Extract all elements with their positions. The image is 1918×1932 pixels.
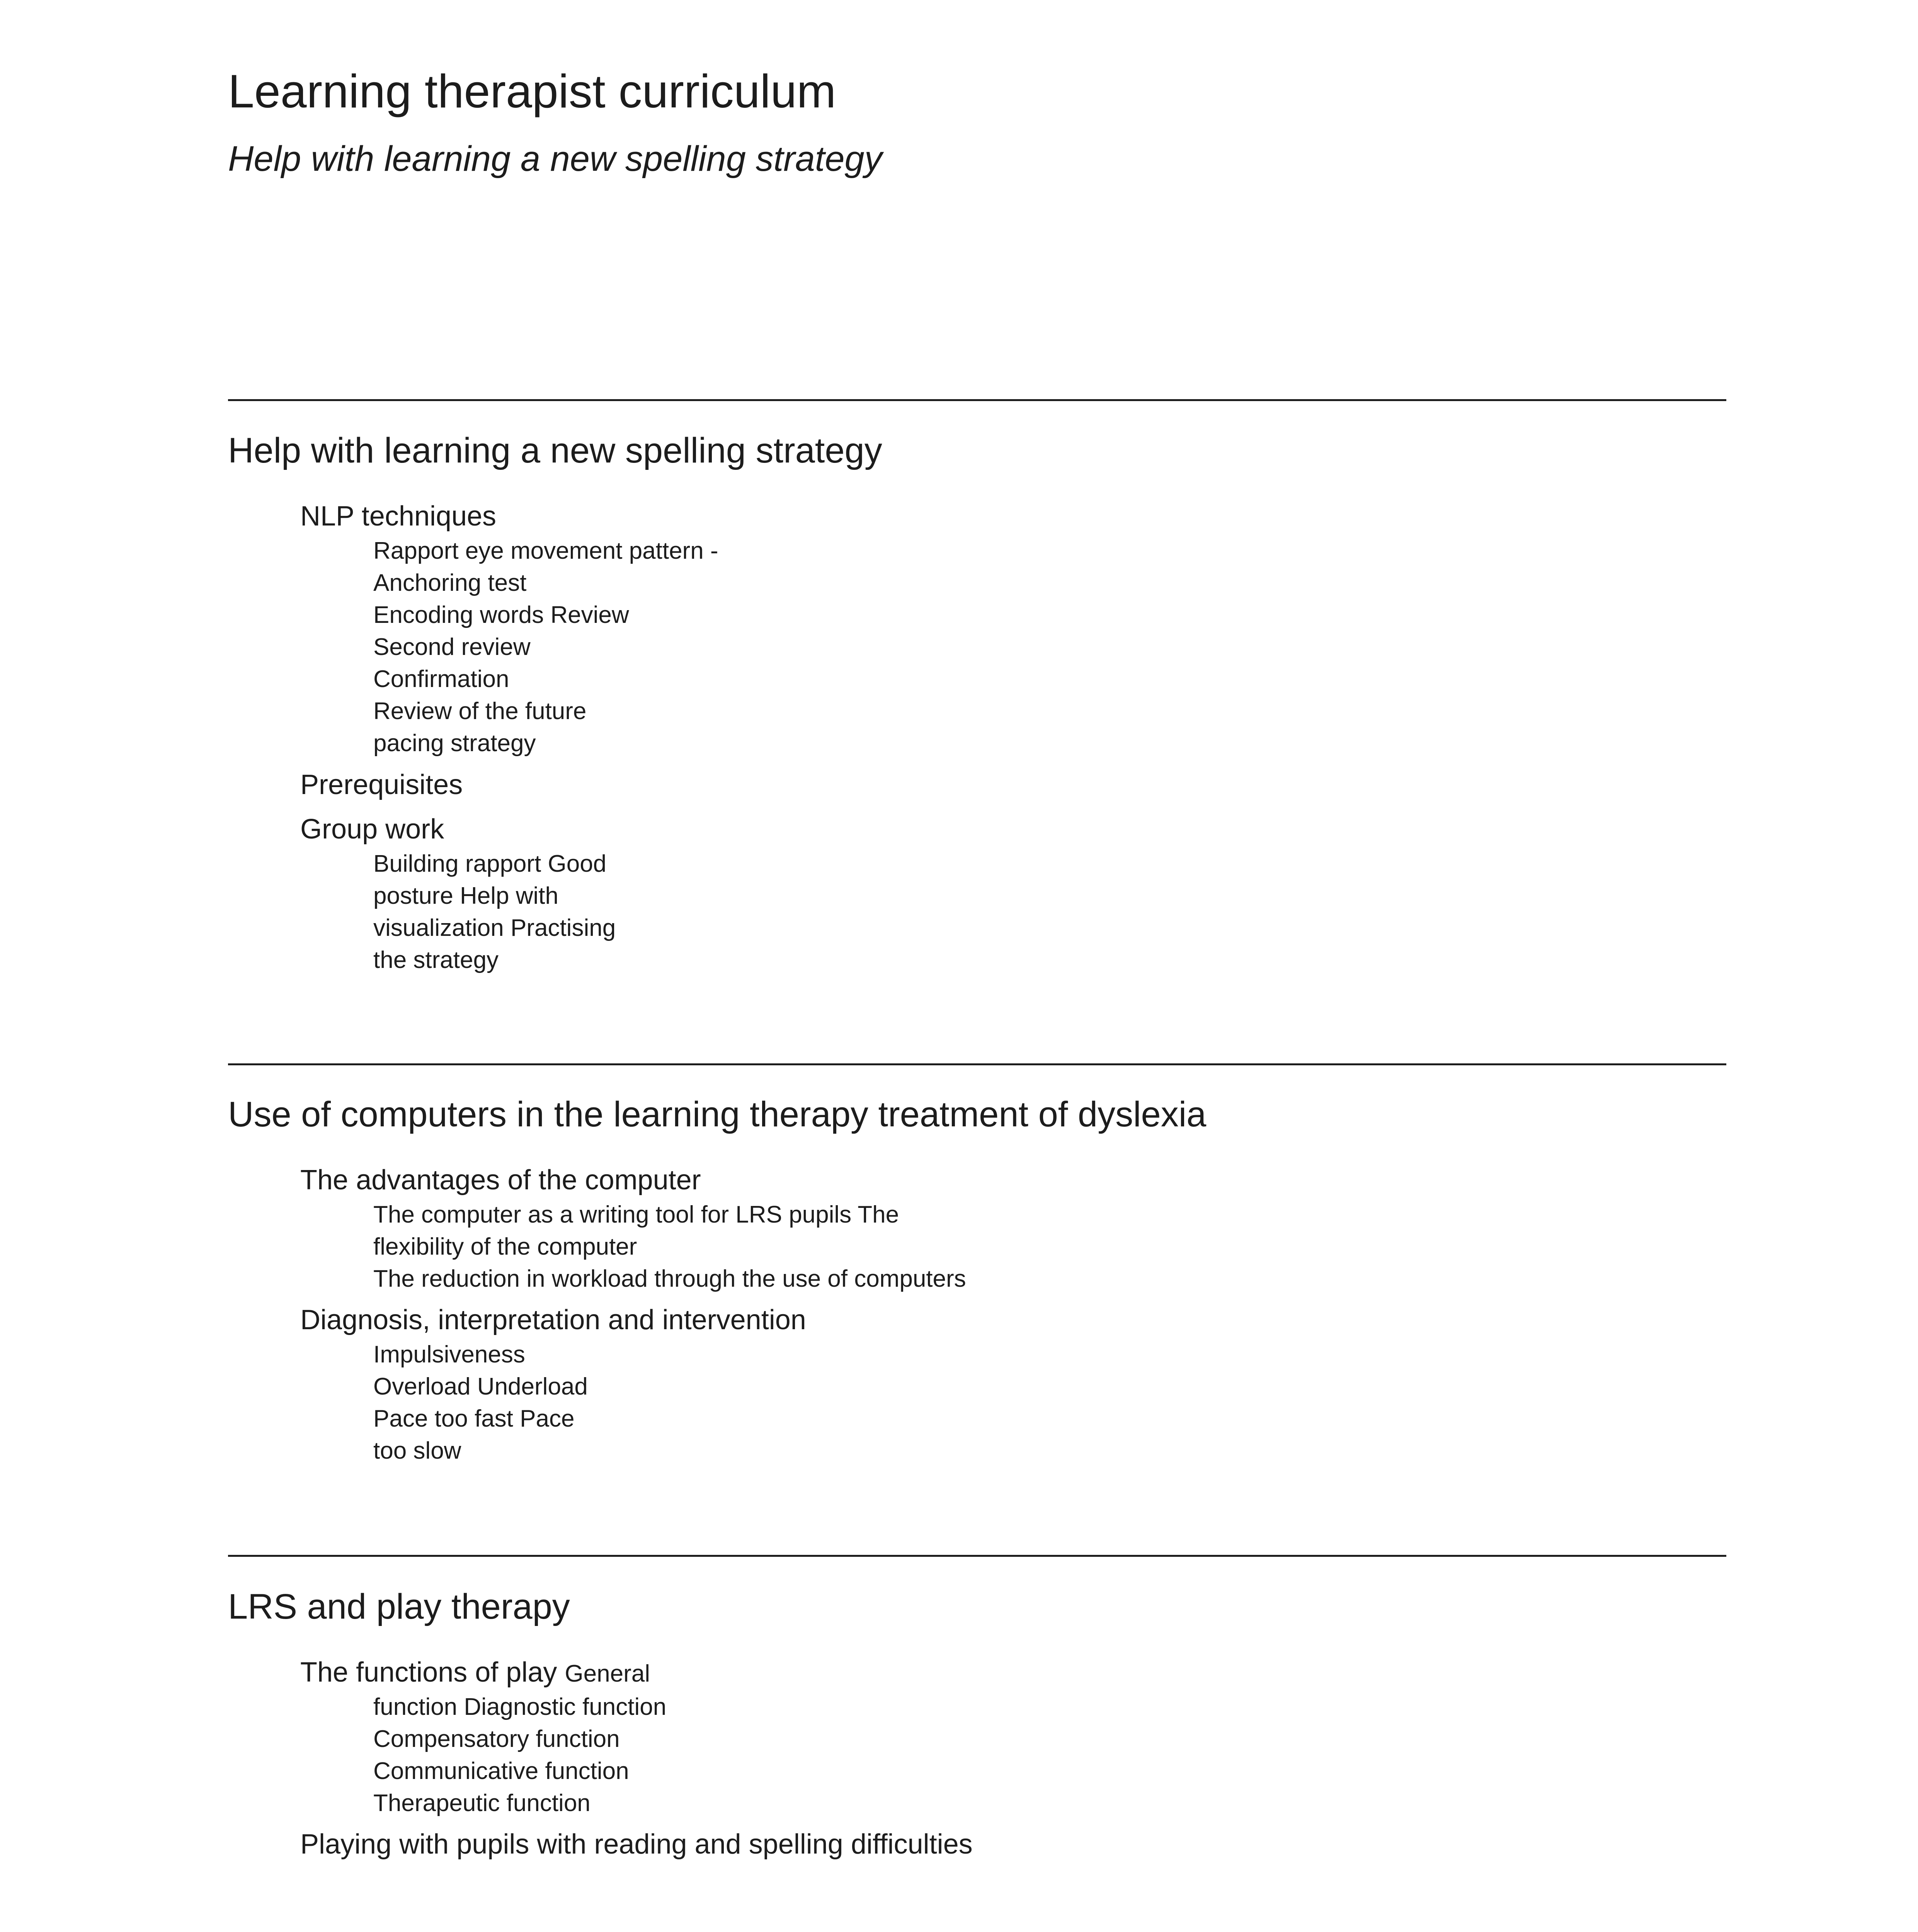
document-title: Learning therapist curriculum	[228, 65, 836, 117]
subtopic-item: flexibility of the computer	[373, 1233, 637, 1260]
subtopic-item: Confirmation	[373, 666, 509, 692]
subtopic-item: Encoding words Review	[373, 602, 629, 628]
subtopic-item: the strategy	[373, 947, 499, 973]
section-divider	[228, 1063, 1726, 1065]
document-subtitle: Help with learning a new spelling strategy	[228, 139, 882, 179]
topic-label: Diagnosis, interpretation and intervention	[300, 1304, 806, 1335]
subtopic-item: The computer as a writing tool for LRS pupils The	[373, 1201, 899, 1228]
subtopic-item: Building rapport Good	[373, 850, 607, 877]
section-heading: LRS and play therapy	[228, 1587, 570, 1626]
subtopic-item: Rapport eye movement pattern -	[373, 537, 718, 564]
topic-label-text: The functions of play	[300, 1657, 557, 1688]
subtopic-item: Communicative function	[373, 1758, 629, 1784]
topic-label: NLP techniques	[300, 501, 497, 532]
section-heading: Help with learning a new spelling strategy	[228, 431, 882, 470]
subtopic-item: function Diagnostic function	[373, 1694, 667, 1720]
section-divider	[228, 399, 1726, 401]
topic-label: Group work	[300, 814, 444, 845]
topic-label: The advantages of the computer	[300, 1165, 701, 1196]
subtopic-item: Compensatory function	[373, 1726, 620, 1752]
subtopic-item: posture Help with	[373, 883, 559, 909]
subtopic-item: pacing strategy	[373, 730, 536, 757]
subtopic-item: Impulsiveness	[373, 1341, 525, 1368]
subtopic-item: Anchoring test	[373, 570, 527, 596]
subtopic-item: Review of the future	[373, 698, 587, 724]
section-divider	[228, 1555, 1726, 1557]
topic-label: Prerequisites	[300, 769, 463, 800]
subtopic-item: Pace too fast Pace	[373, 1405, 575, 1432]
topic-label: Playing with pupils with reading and spelling difficulties	[300, 1829, 973, 1860]
subtopic-item: Therapeutic function	[373, 1790, 591, 1816]
topic-label-suffix: General	[565, 1660, 650, 1687]
subtopic-item: visualization Practising	[373, 915, 616, 941]
section-heading: Use of computers in the learning therapy treatment of dyslexia	[228, 1095, 1207, 1134]
subtopic-item: The reduction in workload through the use of computers	[373, 1265, 966, 1292]
subtopic-item: Overload Underload	[373, 1373, 588, 1400]
subtopic-item: Second review	[373, 634, 531, 660]
subtopic-item: too slow	[373, 1437, 461, 1464]
topic-label	[300, 1658, 650, 1686]
